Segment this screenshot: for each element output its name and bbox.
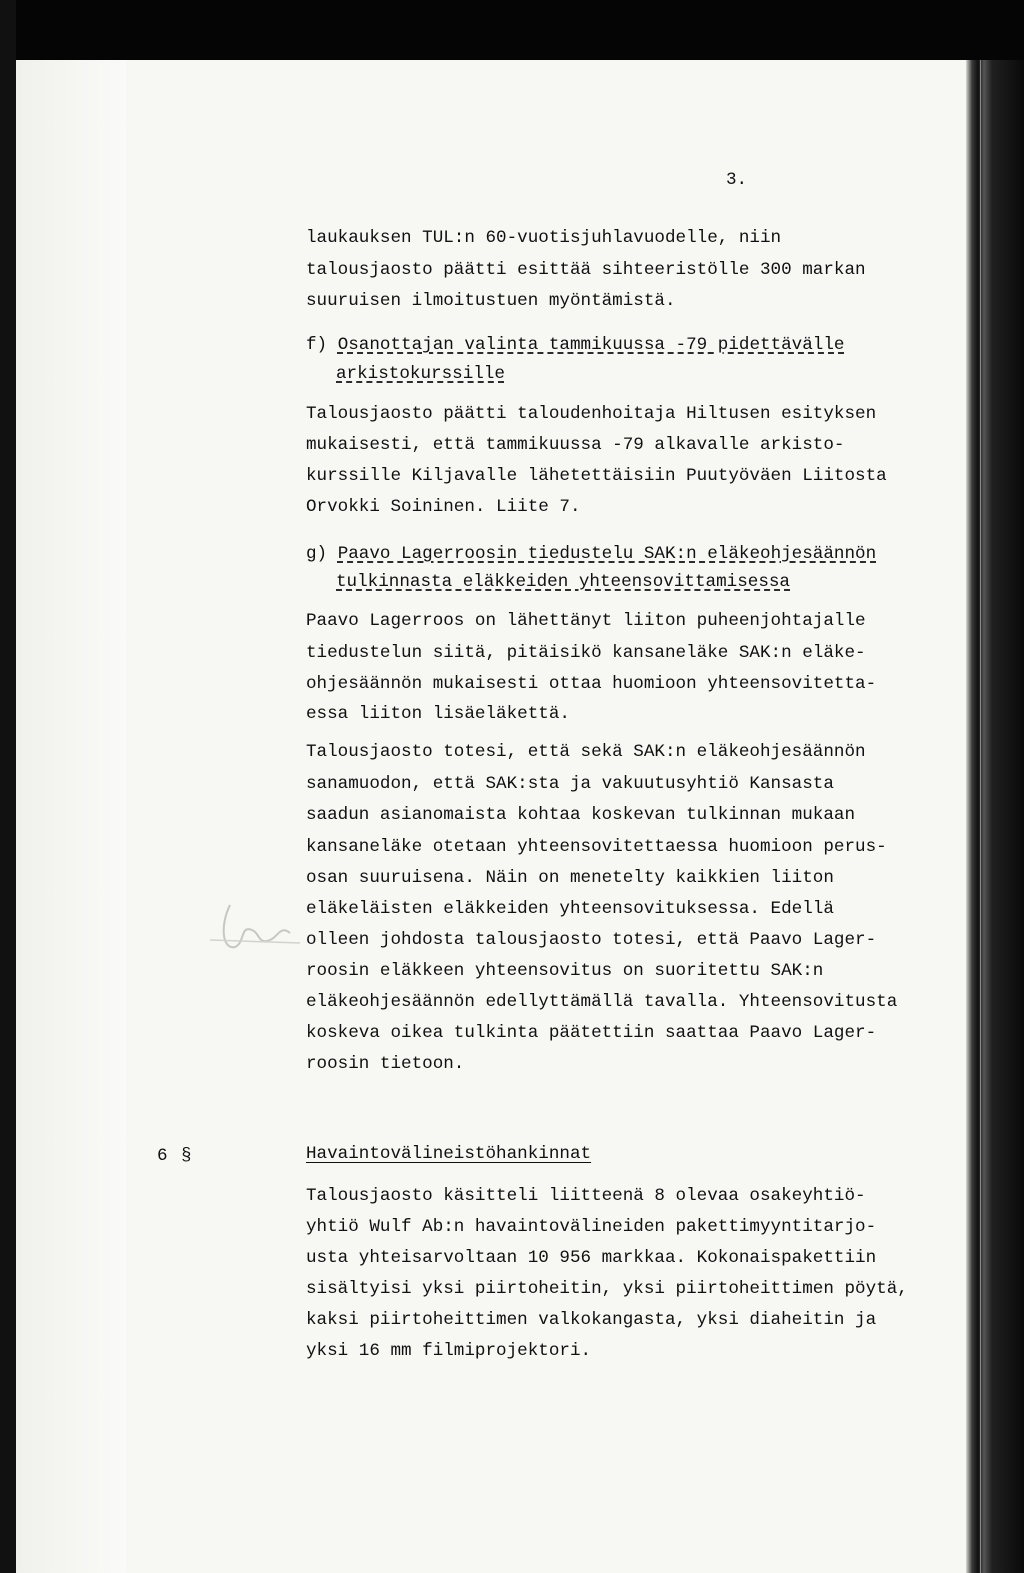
item-g-para1-line: essa liiton lisäeläkettä. bbox=[306, 704, 570, 724]
continuation-line: laukauksen TUL:n 60-vuotisjuhlavuodelle, niin bbox=[306, 228, 782, 248]
section6-body-line: yksi 16 mm filmiprojektori. bbox=[306, 1341, 592, 1361]
item-g-para2-line: sanamuodon, että SAK:sta ja vakuutusyhtiö Kansasta bbox=[306, 774, 834, 794]
page-edge-line bbox=[980, 60, 991, 1573]
item-g-heading bbox=[306, 546, 876, 564]
item-g-heading-cont: tulkinnasta eläkkeiden yhteensovittamisessa bbox=[336, 572, 790, 592]
item-g-para2-line: Talousjaosto totesi, että sekä SAK:n eläkeohjesäännön bbox=[306, 742, 866, 762]
item-g-para2-line: roosin eläkkeen yhteensovitus on suoritettu SAK:n bbox=[306, 961, 824, 981]
continuation-line: suuruisen ilmoitustuen myöntämistä. bbox=[306, 291, 676, 311]
section6-body-line: yhtiö Wulf Ab:n havaintovälineiden pakettimyyntitarjo- bbox=[306, 1217, 877, 1237]
section6-body-line: sisältyisi yksi piirtoheitin, yksi piirtoheittimen pöytä, bbox=[306, 1279, 908, 1299]
item-g-heading-text: Paavo Lagerroosin tiedustelu SAK:n eläkeohjesäännön bbox=[337, 544, 877, 564]
section-number: 6 bbox=[157, 1146, 168, 1166]
item-f-heading-text: Osanottajan valinta tammikuussa -79 pidettävälle bbox=[337, 335, 845, 355]
item-g-prefix: g) bbox=[306, 544, 338, 564]
page-binding-edge bbox=[966, 60, 1024, 1573]
item-f-body-line: mukaisesti, että tammikuussa -79 alkavalle arkisto- bbox=[306, 435, 845, 455]
item-g-para2-line: roosin tietoon. bbox=[306, 1054, 465, 1074]
section6-body-line: kaksi piirtoheittimen valkokangasta, yksi diaheitin ja bbox=[306, 1310, 877, 1330]
item-g-para2-line: osan suuruisena. Näin on menetelty kaikkien liiton bbox=[306, 868, 834, 888]
item-f-heading bbox=[306, 337, 844, 355]
previous-page-edge bbox=[16, 60, 126, 1573]
scan-background-left bbox=[0, 0, 16, 1573]
scan-background-top bbox=[0, 0, 1024, 62]
item-f-body-line: Talousjaosto päätti taloudenhoitaja Hiltusen esityksen bbox=[306, 404, 877, 424]
item-g-para1-line: Paavo Lagerroos on lähettänyt liiton puheenjohtajalle bbox=[306, 611, 866, 631]
item-f-body-line: kurssille Kiljavalle lähetettäisiin Puutyöväen Liitosta bbox=[306, 466, 887, 486]
section-sign: § bbox=[181, 1146, 192, 1166]
item-g-para1-line: ohjesäännön mukaisesti ottaa huomioon yhteensovitetta- bbox=[306, 674, 877, 694]
continuation-line: talousjaosto päätti esittää sihteeristölle 300 markan bbox=[306, 260, 866, 280]
page-number: 3. bbox=[726, 170, 748, 190]
item-f-heading-cont: arkistokurssille bbox=[336, 364, 505, 384]
item-f-prefix: f) bbox=[306, 335, 338, 355]
item-g-para2-line: saadun asianomaista kohtaa koskevan tulkinnan mukaan bbox=[306, 805, 856, 825]
section6-heading: Havaintovälineistöhankinnat bbox=[306, 1144, 592, 1164]
item-g-para2-line: eläkeohjesäännön edellyttämällä tavalla. Yhteensovitusta bbox=[306, 992, 898, 1012]
item-f-body-line: Orvokki Soininen. Liite 7. bbox=[306, 497, 581, 517]
item-g-para2-line: eläkeläisten eläkkeiden yhteensovituksessa. Edellä bbox=[306, 899, 834, 919]
item-g-para1-line: tiedustelun siitä, pitäisikö kansaneläke SAK:n eläke- bbox=[306, 643, 866, 663]
signature-bleedthrough-icon bbox=[200, 895, 310, 965]
item-g-para2-line: koskeva oikea tulkinta päätettiin saattaa Paavo Lager- bbox=[306, 1023, 877, 1043]
section6-body-line: usta yhteisarvoltaan 10 956 markkaa. Kokonaispakettiin bbox=[306, 1248, 877, 1268]
item-g-para2-line: olleen johdosta talousjaosto totesi, että Paavo Lager- bbox=[306, 930, 877, 950]
section6-body-line: Talousjaosto käsitteli liitteenä 8 olevaa osakeyhtiö- bbox=[306, 1186, 866, 1206]
item-g-para2-line: kansaneläke otetaan yhteensovitettaessa huomioon perus- bbox=[306, 837, 887, 857]
